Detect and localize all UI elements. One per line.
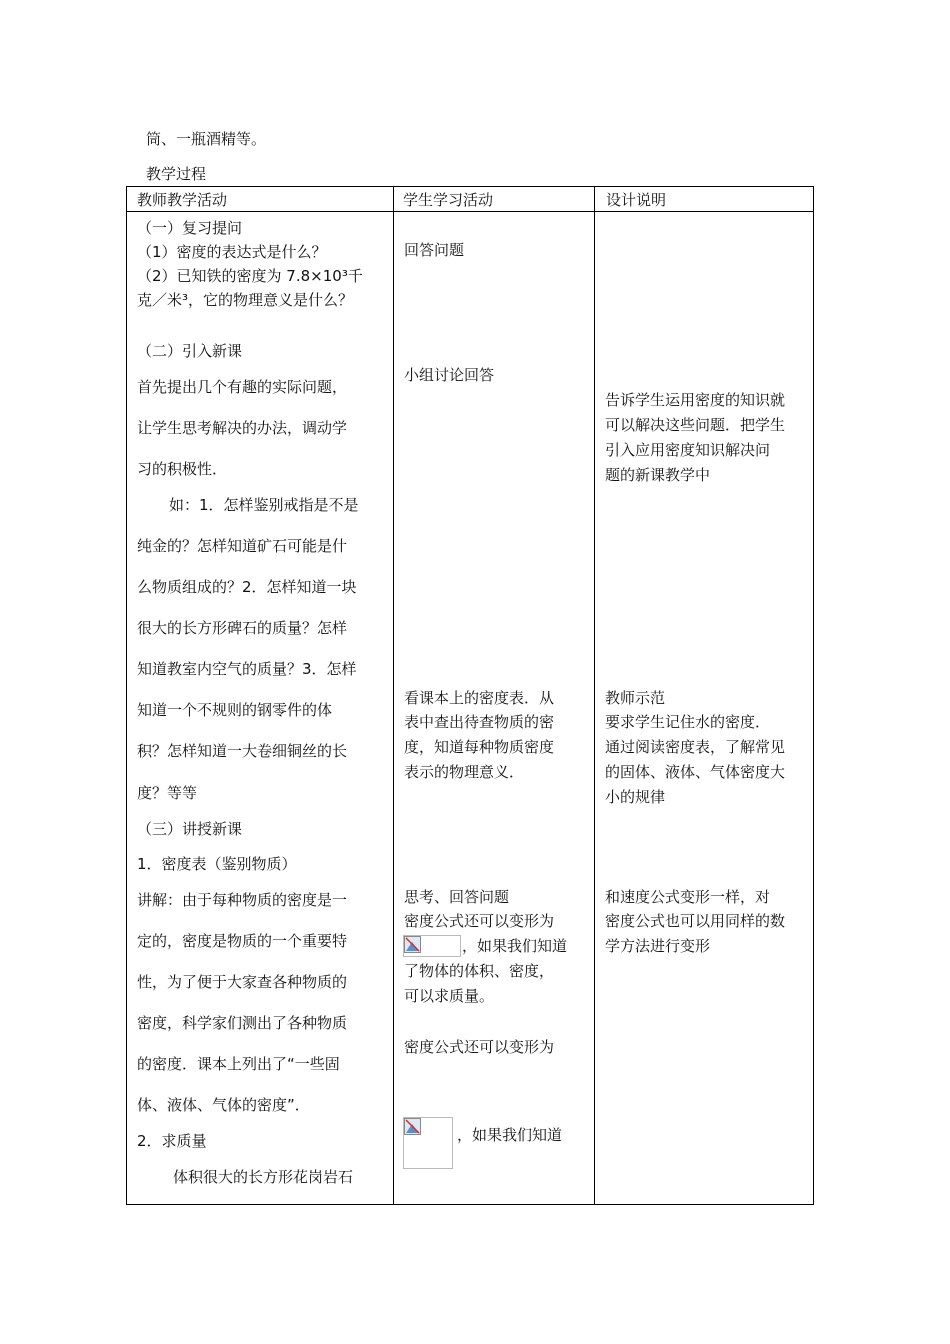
teacher-line: 体积很大的长方形花岗岩石 (173, 1168, 354, 1186)
teacher-line: 2．求质量 (137, 1132, 207, 1150)
broken-image-icon (404, 1118, 421, 1135)
teacher-line: 如：1．怎样鉴别戒指是不是 (169, 496, 359, 514)
broken-image-icon (404, 936, 421, 953)
teacher-line: （二）引入新课 (137, 342, 243, 360)
student-line: 密度公式还可以变形为 (404, 912, 555, 930)
design-line: 要求学生记住水的密度． (605, 713, 771, 731)
student-line: 可以求质量。 (404, 987, 495, 1005)
design-line: 和速度公式变形一样，对 (605, 888, 771, 906)
student-line: 度，知道每种物质密度 (404, 738, 555, 756)
teacher-line: 性，为了便于大家查各种物质的 (137, 973, 348, 991)
teacher-line: （三）讲授新课 (137, 820, 243, 838)
teacher-line: 很大的长方形碑石的质量？怎样 (137, 619, 348, 637)
teacher-line: 1．密度表（鉴别物质） (137, 855, 297, 873)
teacher-line: 知道一个不规则的钢零件的体 (137, 701, 333, 719)
student-line: 思考、回答问题 (404, 888, 510, 906)
teacher-line: 体、液体、气体的密度”． (137, 1096, 310, 1114)
design-line: 可以解决这些问题．把学生 (605, 416, 786, 434)
column-divider-2 (594, 187, 595, 1204)
teacher-line: 纯金的？怎样知道矿石可能是什 (137, 537, 348, 555)
teacher-line: （1）密度的表达式是什么？ (137, 243, 327, 261)
teacher-line: 首先提出几个有趣的实际问题， (137, 378, 348, 396)
teacher-line: 度？等等 (137, 784, 198, 802)
header-design: 设计说明 (606, 191, 667, 209)
formula-image-volume (403, 1117, 453, 1169)
student-line: ，如果我们知道 (462, 937, 568, 955)
student-line: 回答问题 (404, 241, 465, 259)
design-line: 题的新课教学中 (605, 466, 711, 484)
design-line: 的固体、液体、气体密度大 (605, 763, 786, 781)
design-line: 告诉学生运用密度的知识就 (605, 391, 786, 409)
teacher-line: 讲解：由于每种物质的密度是一 (137, 891, 348, 909)
formula-image-mass (403, 935, 461, 957)
teacher-line: 么物质组成的？2．怎样知道一块 (137, 578, 357, 596)
teacher-line: 定的，密度是物质的一个重要特 (137, 932, 348, 950)
teacher-line: 习的积极性． (137, 460, 228, 478)
teacher-line: （一）复习提问 (137, 219, 243, 237)
design-line: 通过阅读密度表，了解常见 (605, 738, 786, 756)
column-divider-1 (393, 187, 394, 1204)
teacher-line: 的密度．课本上列出了“一些固 (137, 1055, 340, 1073)
teacher-line: 积？怎样知道一大卷细铜丝的长 (137, 742, 348, 760)
design-line: 教师示范 (605, 689, 666, 707)
design-line: 引入应用密度知识解决问 (605, 441, 771, 459)
student-line: 看课本上的密度表．从 (404, 689, 555, 707)
header-teacher: 教师教学活动 (137, 191, 228, 209)
student-line: 表中查出待查物质的密 (404, 713, 555, 731)
lesson-table (126, 186, 814, 1205)
header-student: 学生学习活动 (403, 191, 494, 209)
student-line: 了物体的体积、密度， (404, 962, 555, 980)
design-line: 密度公式也可以用同样的数 (605, 912, 786, 930)
teacher-line: 密度，科学家们测出了各种物质 (137, 1014, 348, 1032)
teacher-line: 克／米³，它的物理意义是什么？ (137, 291, 354, 309)
header-divider (127, 211, 813, 212)
design-line: 小的规律 (605, 788, 666, 806)
teacher-line: （2）已知铁的密度为 7.8×10³千 (137, 267, 363, 285)
student-line: 表示的物理意义． (404, 763, 525, 781)
section-title: 教学过程 (146, 165, 207, 183)
student-line: 密度公式还可以变形为 (404, 1038, 555, 1056)
student-line: ，如果我们知道 (457, 1126, 563, 1144)
student-line: 小组讨论回答 (404, 366, 495, 384)
teacher-line: 知道教室内空气的质量？3．怎样 (137, 660, 357, 678)
teacher-line: 让学生思考解决的办法，调动学 (137, 419, 348, 437)
intro-line: 筒、一瓶酒精等。 (146, 130, 267, 148)
design-line: 学方法进行变形 (605, 937, 711, 955)
